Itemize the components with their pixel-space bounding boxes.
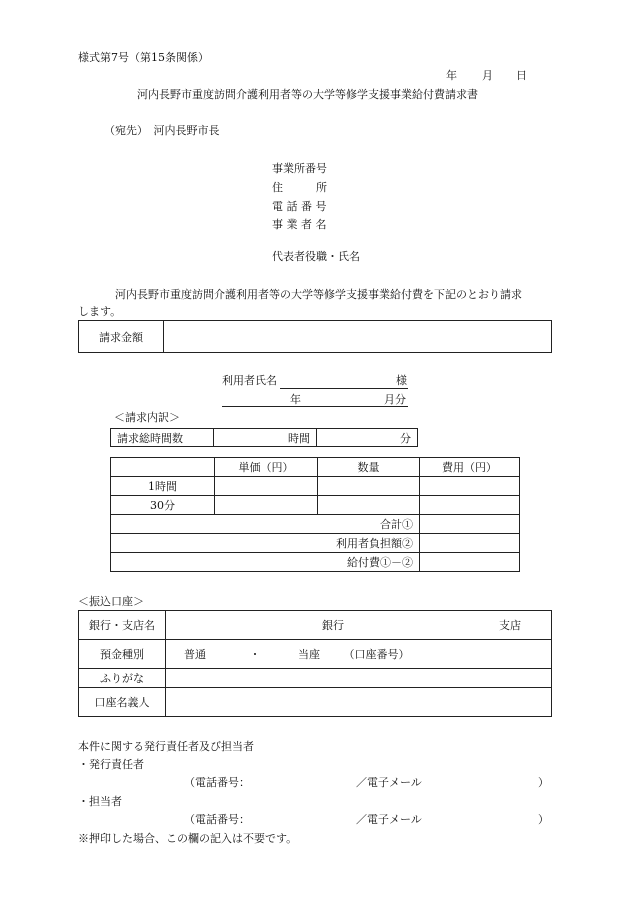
user-burden-field[interactable] — [420, 534, 520, 553]
minutes-field[interactable] — [317, 429, 418, 447]
table-row — [111, 515, 520, 534]
fee-cell[interactable] — [420, 496, 520, 515]
hours-field[interactable] — [214, 429, 317, 447]
date-year-label: 年 — [446, 69, 457, 82]
fee-cell[interactable] — [215, 496, 318, 515]
option-separator: ・ — [249, 648, 261, 661]
fee-row-label: 1時間 — [111, 477, 215, 496]
table-row — [111, 553, 520, 572]
phone-label: 電 話 番 号 — [272, 200, 327, 213]
staff-label: ・担当者 — [78, 795, 122, 808]
bank-branch-field[interactable] — [166, 611, 552, 640]
holder-field[interactable] — [166, 688, 552, 717]
hours-unit: 時間 — [288, 431, 310, 445]
fee-header-blank — [111, 458, 215, 477]
responsible-phone-label: （電話番号： — [184, 776, 250, 789]
fee-header-quantity: 数量 — [318, 458, 420, 477]
representative-label: 代表者役職・氏名 — [272, 250, 360, 263]
form-id: 様式第7号（第15条関係） — [78, 51, 209, 64]
furigana-label: ふりがな — [79, 669, 166, 688]
claim-amount-table — [78, 320, 552, 353]
breakdown-heading: ＜請求内訳＞ — [114, 411, 180, 424]
period-month-label: 月分 — [384, 393, 406, 406]
staff-close: ） — [538, 813, 549, 826]
document-title: 河内長野市重度訪問介護利用者等の大学等修学支援事業給付費請求書 — [137, 88, 478, 101]
account-type-field[interactable] — [166, 640, 552, 669]
current-option[interactable]: 当座 — [298, 648, 320, 661]
period-year-label: 年 — [290, 393, 301, 406]
user-name-field[interactable] — [280, 376, 408, 389]
request-text-line1: 河内長野市重度訪問介護利用者等の大学等修学支援事業給付費を下記のとおり請求 — [115, 288, 522, 301]
office-number-label: 事業所番号 — [272, 162, 327, 175]
benefit-field[interactable] — [420, 553, 520, 572]
claim-amount-label: 請求金額 — [79, 321, 164, 353]
fee-row-label: 30分 — [111, 496, 215, 515]
branch-suffix: 支店 — [499, 619, 521, 632]
date-month-label: 月 — [482, 69, 493, 82]
responsible-email-label: ／電子メール — [356, 776, 422, 789]
fee-header-unit-price: 単価（円） — [215, 458, 318, 477]
total-label: 合計① — [111, 515, 420, 534]
fee-table — [110, 457, 520, 572]
date-day-label: 日 — [516, 69, 527, 82]
total-field[interactable] — [420, 515, 520, 534]
request-text-line2: します。 — [78, 305, 122, 318]
bank-heading: ＜振込口座＞ — [78, 595, 144, 608]
furigana-field[interactable] — [166, 669, 552, 688]
responsible-label: ・発行責任者 — [78, 758, 144, 771]
total-hours-label: 請求総時間数 — [111, 429, 214, 447]
bank-suffix: 銀行 — [322, 619, 344, 632]
account-number-label: （口座番号） — [343, 648, 410, 661]
bank-branch-label: 銀行・支店名 — [79, 611, 166, 640]
staff-email-label: ／電子メール — [356, 813, 422, 826]
table-row — [111, 496, 520, 515]
bank-table — [78, 610, 552, 717]
user-name-label: 利用者氏名 — [222, 374, 277, 387]
ordinary-option[interactable]: 普通 — [184, 648, 206, 661]
user-burden-label: 利用者負担額② — [111, 534, 420, 553]
seal-note: ※押印した場合、この欄の記入は不要です。 — [78, 832, 298, 845]
fee-cell[interactable] — [215, 477, 318, 496]
fee-cell[interactable] — [420, 477, 520, 496]
operator-label: 事 業 者 名 — [272, 218, 327, 231]
table-row — [111, 477, 520, 496]
addressee: （宛先） 河内長野市長 — [104, 124, 220, 137]
responsible-close: ） — [538, 776, 549, 789]
benefit-label: 給付費①－② — [111, 553, 420, 572]
account-type-label: 預金種別 — [79, 640, 166, 669]
minutes-unit: 分 — [400, 431, 411, 445]
holder-label: 口座名義人 — [79, 688, 166, 717]
table-row — [111, 534, 520, 553]
address-label: 住 所 — [272, 181, 327, 194]
claim-amount-field[interactable] — [164, 321, 552, 353]
total-hours-table — [110, 428, 418, 447]
fee-cell[interactable] — [318, 477, 420, 496]
honorific: 様 — [396, 374, 407, 387]
fee-header-cost: 費用（円） — [420, 458, 520, 477]
staff-phone-label: （電話番号： — [184, 813, 250, 826]
period-field[interactable] — [222, 394, 408, 407]
fee-cell[interactable] — [318, 496, 420, 515]
issuer-heading: 本件に関する発行責任者及び担当者 — [78, 740, 254, 753]
